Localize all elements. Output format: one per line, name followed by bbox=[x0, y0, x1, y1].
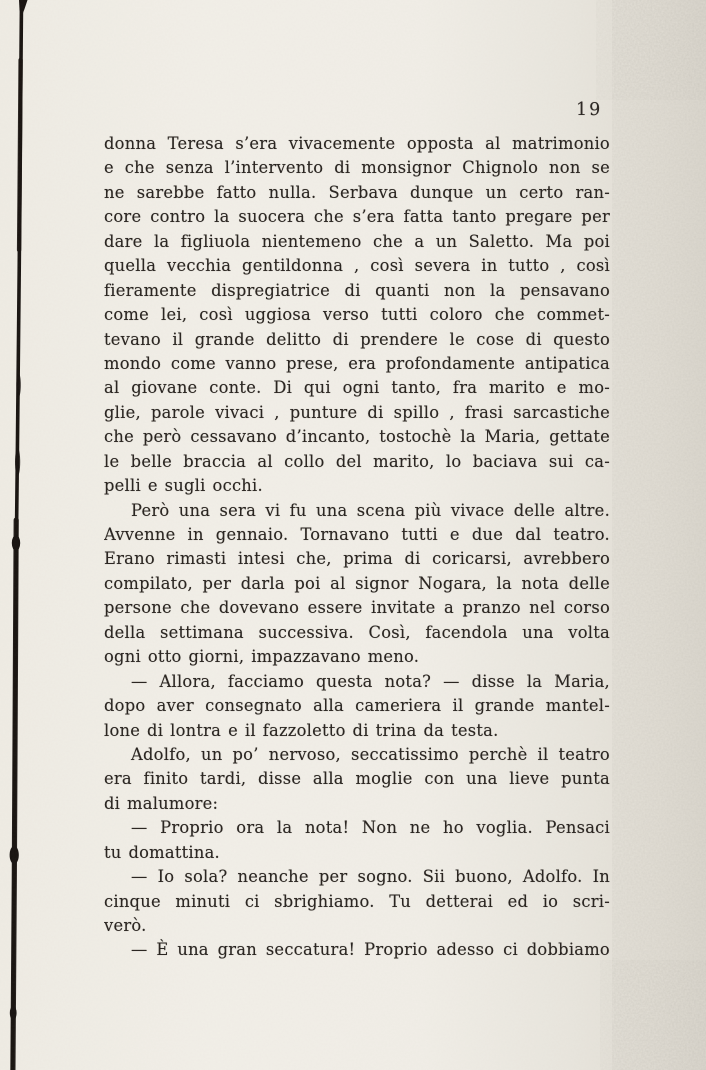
text-line: Avvenne in gennaio. Tornavano tutti e due dal teatro. bbox=[104, 525, 610, 544]
text-line: — È una gran seccatura! Proprio adesso ci dobbiamo bbox=[131, 940, 610, 960]
text-line: al giovane conte. Di qui ogni tanto, fra marito e mo- bbox=[104, 378, 610, 398]
text-line: della settimana successiva. Così, facendola una volta bbox=[104, 622, 610, 642]
text-line: che però cessavano d’incanto, tostochè la Maria, gettate bbox=[104, 427, 610, 447]
text-line: donna Teresa s’era vivacemente opposta al matrimonio bbox=[104, 134, 610, 153]
text-line: cinque minuti ci sbrighiamo. Tu detterai ed io scri- bbox=[104, 891, 610, 911]
text-line: core contro la suocera che s’era fatta tanto pregare per bbox=[104, 207, 610, 227]
text-line: dare la figliuola nientemeno che a un Saletto. Ma poi bbox=[104, 231, 610, 251]
text-line: era finito tardi, disse alla moglie con una lieve punta bbox=[104, 769, 610, 789]
text-line: Adolfo, un po’ nervoso, seccatissimo perchè il teatro bbox=[131, 744, 610, 764]
text-line: Però una sera vi fu una scena più vivace delle altre. bbox=[131, 500, 610, 520]
text-line: lone di lontra e il fazzoletto di trina da testa. bbox=[104, 720, 499, 740]
text-line: fieramente dispregiatrice di quanti non la pensavano bbox=[104, 280, 610, 300]
text-line: persone che dovevano essere invitate a pranzo nel corso bbox=[104, 598, 610, 618]
paragraph bbox=[104, 743, 610, 816]
text-line: glie, parole vivaci , punture di spillo , frasi sarcastiche bbox=[104, 402, 610, 422]
text-line: ogni otto giorni, impazzavano meno. bbox=[104, 647, 420, 667]
paragraph bbox=[104, 938, 610, 962]
text-line: — Io sola? neanche per sogno. Sii buono, Adolfo. In bbox=[131, 867, 610, 887]
page-text-block bbox=[104, 132, 610, 963]
text-line: come lei, così uggiosa verso tutti coloro che commet- bbox=[104, 305, 610, 325]
text-line: — Allora, facciamo questa nota? — disse la Maria, bbox=[131, 671, 610, 691]
text-line: ne sarebbe fatto nulla. Serbava dunque un certo ran- bbox=[104, 182, 610, 202]
text-line: mondo come vanno prese, era profondamente antipatica bbox=[104, 353, 610, 373]
paragraph bbox=[104, 670, 610, 743]
text-line: Erano rimasti intesi che, prima di coricarsi, avrebbero bbox=[104, 549, 610, 569]
text-line: le belle braccia al collo del marito, lo baciava sui ca- bbox=[104, 451, 610, 471]
text-line: dopo aver consegnato alla cameriera il grande mantel- bbox=[104, 696, 610, 716]
paragraph bbox=[104, 816, 610, 865]
paragraph bbox=[104, 132, 610, 499]
book-binding-edge bbox=[0, 0, 40, 1070]
text-line: tevano il grande delitto di prendere le cose di questo bbox=[104, 329, 610, 349]
text-line: — Proprio ora la nota! Non ne ho voglia. Pensaci bbox=[131, 818, 610, 838]
text-line: pelli e sugli occhi. bbox=[104, 476, 263, 496]
text-line: e che senza l’intervento di monsignor Chignolo non se bbox=[104, 158, 610, 178]
paragraph bbox=[104, 865, 610, 938]
paragraph bbox=[104, 499, 610, 670]
page-number: 19 bbox=[576, 100, 603, 120]
text-line: compilato, per darla poi al signor Nogara, la nota delle bbox=[104, 573, 610, 593]
text-line: verò. bbox=[104, 916, 147, 935]
text-line: di malumore: bbox=[104, 793, 219, 813]
text-line: tu domattina. bbox=[104, 842, 220, 862]
text-line: quella vecchia gentildonna , così severa in tutto , così bbox=[104, 256, 610, 276]
